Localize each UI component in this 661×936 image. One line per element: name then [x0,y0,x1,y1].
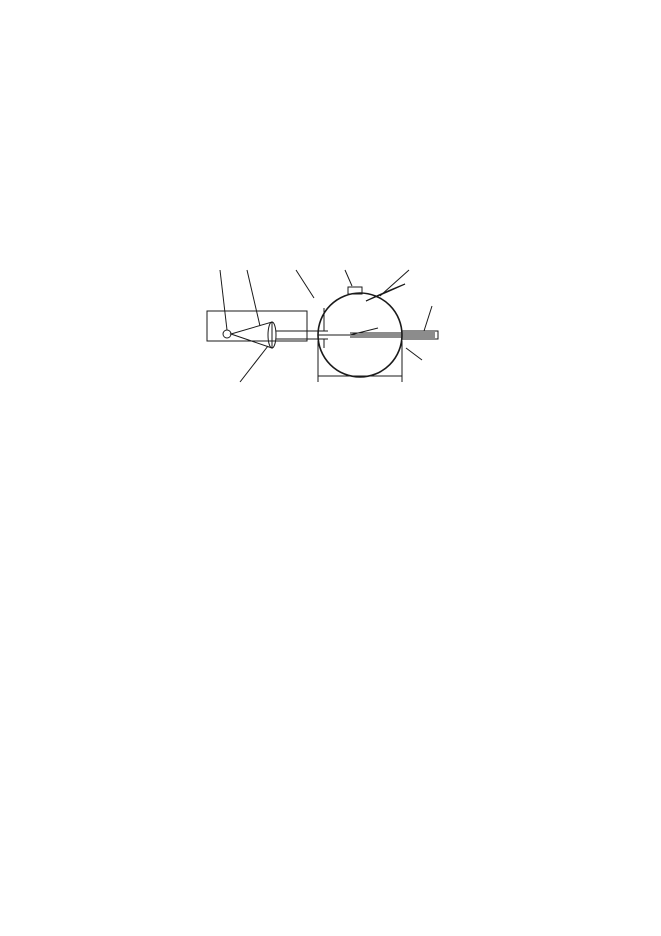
lens-cone [231,322,272,348]
figure-7-diagram [200,256,460,396]
